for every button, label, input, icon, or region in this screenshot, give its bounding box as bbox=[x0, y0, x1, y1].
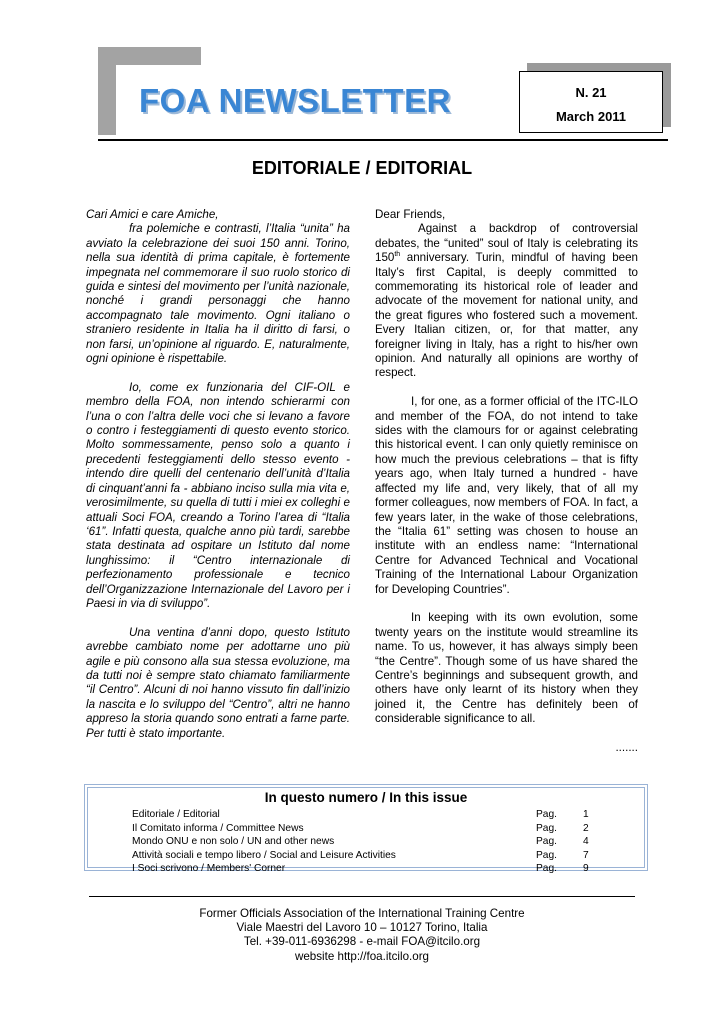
footer-website[interactable]: website http://foa.itcilo.org bbox=[294, 949, 430, 963]
italian-salutation: Cari Amici e care Amiche, bbox=[86, 208, 219, 221]
toc-item-label: Mondo ONU e non solo / UN and other news bbox=[132, 836, 335, 848]
italian-paragraph-2: Io, come ex funzionaria del CIF-OIL e membro della FOA, non intendo schierarmi con l’una o con l’altra delle voci che si levano a favore o contro i festeggiamenti di questo evento storico. Molto sommessamente, penso solo a quanto i precedenti festeggiamenti dello stesso evento - intendo dire quelli del centenario dell’unità d’Italia di cinquant’anni fa - abbiano inciso sulla mia vita e, verosimilmente, su quella di tutti i miei ex colleghi e attuali Soci FOA, creando a Torino l’area di “Italia ‘61”. Infatti questa, qualche anno più tardi, sarebbe stata destinata ad ospitare un Istituto dal nome lunghissimo: il “Centro internazionale di perfezionamento professionale e tecnico dell’Organizzazione Internazionale del Lavoro per i Paesi in via di sviluppo”. bbox=[86, 380, 350, 610]
toc-item[interactable] bbox=[132, 862, 632, 876]
toc-item-page: 1 bbox=[583, 809, 589, 820]
continuation-mark: ....... bbox=[615, 740, 638, 754]
issue-date: March 2011 bbox=[555, 109, 627, 124]
footer-address: Viale Maestri del Lavoro 10 – 10127 Torino, Italia bbox=[236, 921, 488, 935]
english-paragraph-2: I, for one, as a former official of the ITC-ILO and member of the FOA, do not intend to take sides with the clamours for or against celebrating this historical event. I can only quietly reminisce on how much the previous celebrations – that is fifty years ago, when Italy turned a hundred - have affected my life and, very likely, that of all my former colleagues, now members of FOA. In fact, a few years later, in the wake of those celebrations, the “Italia 61” setting was chosen to house an institute with an endless name: “International Centre for Advanced Technical and Vocational Training of the International Labour Organization for Developing Countries”. bbox=[375, 395, 638, 596]
toc-item-label: I Soci scrivono / Members' Corner bbox=[132, 863, 286, 875]
in-this-issue-inner-border bbox=[87, 787, 645, 875]
toc-item-pag: Pag. bbox=[536, 836, 557, 848]
editorial-heading: EDITORIALE / EDITORIAL bbox=[251, 158, 473, 178]
english-salutation: Dear Friends, bbox=[375, 208, 446, 221]
toc-item-page: 4 bbox=[583, 836, 589, 848]
toc-item[interactable] bbox=[132, 808, 632, 822]
english-paragraph-1 bbox=[375, 222, 638, 380]
toc-item-page: 9 bbox=[583, 863, 589, 875]
italian-paragraph-3: Una ventina d’anni dopo, questo Istituto avrebbe cambiato nome per adottarne uno più agile e più consono alla sua stessa evoluzione, ma da tutti noi è sempre stato chiamato familiarmente “il Centro”. Alcuni di noi hanno vissuto fin dall’inizio la nascita e lo sviluppo del “Centro”, altri ne hanno appreso la storia quando sono entrati a farne parte. Per tutti è stato importante. bbox=[86, 625, 350, 740]
footer-divider bbox=[89, 896, 635, 897]
toc-item-pag: Pag. bbox=[536, 822, 557, 834]
italian-paragraph-1: fra polemiche e contrasti, l’Italia “unita” ha avviato la celebrazione dei suoi 150 anni. Torino, nella sua identità di prima capitale, è fortemente impegnata nel commemorare il suo ruolo storico di guida e sintesi del movimento per l’unità nazionale, nonché i grandi personaggi che hanno accompagnato tale movimento. Ogni italiano o straniero residente in Italia ha il diritto di farsi, o non farsi, un’opinione al riguardo. E, naturalmente, ogni opinione è rispettabile. bbox=[86, 222, 350, 366]
ordinal-suffix: th bbox=[394, 251, 401, 259]
toc-list bbox=[132, 808, 632, 876]
toc-item-label: Il Comitato informa / Committee News bbox=[132, 822, 304, 834]
in-this-issue-box bbox=[84, 784, 648, 875]
issue-box bbox=[519, 71, 663, 133]
masthead-divider bbox=[98, 139, 668, 141]
in-this-issue-title: In questo numero / In this issue bbox=[264, 790, 468, 805]
english-paragraph-3: In keeping with its own evolution, some twenty years on the institute would streamline its name. To us, however, it has always simply been “the Centre”. Though some of us have shared the Centre’s beginnings and subsequent growth, and others have only learnt of its history when they joined it, the Centre has definitely been of considerable significance to all. bbox=[375, 611, 638, 726]
english-paragraph-1-start: Against a backdrop of controversial debates, the “united” soul of Italy is celebrating its 150 bbox=[375, 222, 638, 265]
toc-item-pag: Pag. bbox=[536, 863, 557, 875]
footer bbox=[0, 907, 724, 964]
italian-column bbox=[86, 208, 350, 755]
toc-item-label: Editoriale / Editorial bbox=[132, 809, 220, 820]
toc-item[interactable] bbox=[132, 835, 632, 849]
masthead-bar-horizontal bbox=[98, 47, 201, 65]
issue-number: N. 21 bbox=[575, 85, 607, 100]
english-column bbox=[375, 208, 638, 755]
toc-item[interactable] bbox=[132, 849, 632, 863]
toc-item[interactable] bbox=[132, 822, 632, 836]
footer-contact[interactable]: Tel. +39-011-6936298 - e-mail FOA@itcilo.org bbox=[243, 935, 481, 949]
toc-item-pag: Pag. bbox=[536, 809, 557, 820]
toc-item-pag: Pag. bbox=[536, 849, 557, 861]
toc-item-label: Attività sociali e tempo libero / Social and Leisure Activities bbox=[132, 849, 396, 861]
english-paragraph-1-end: anniversary. Turin, mindful of having been Italy’s first Capital, is deeply committed to commemorating its historical role of leader and advocate of the movement for national unity, and the great figures who fostered such a movement. Every Italian citizen, or, for that matter, any foreigner living in Italy, has a right to his/her own opinion. And naturally all opinions are worthy of respect. bbox=[375, 251, 638, 380]
toc-item-page: 7 bbox=[583, 849, 589, 861]
footer-organization: Former Officials Association of the International Training Centre bbox=[199, 907, 525, 920]
toc-item-page: 2 bbox=[583, 822, 589, 834]
newsletter-title: FOA NEWSLETTER bbox=[139, 82, 451, 119]
